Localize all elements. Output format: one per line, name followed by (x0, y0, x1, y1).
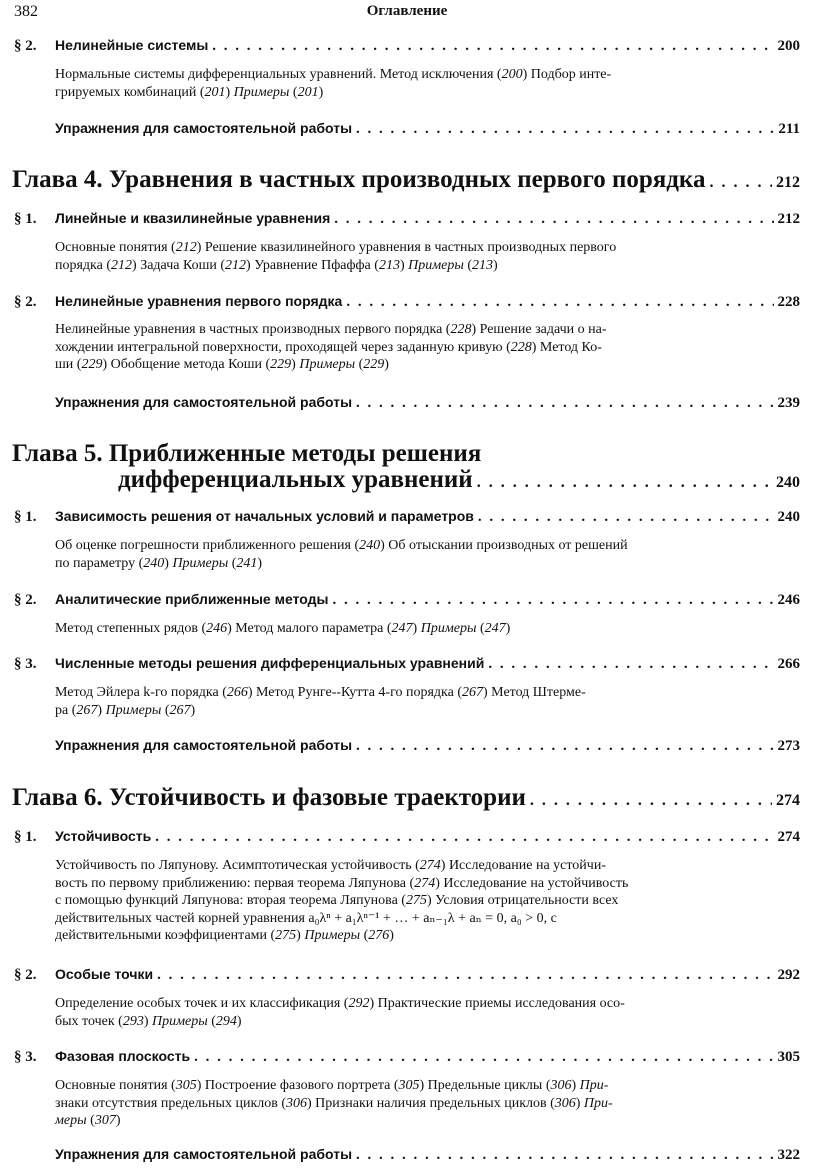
dot-leader (488, 656, 773, 673)
chapter-title-line1: Глава 5. Приближенные методы решения (12, 440, 482, 467)
dot-leader (194, 1049, 773, 1066)
toc-chapter-4[interactable] (12, 166, 800, 194)
section-page: 212 (777, 211, 800, 227)
description-line: Нормальные системы дифференциальных уравнений. Метод исключения (200) Подбор инте- (55, 67, 612, 82)
exercises-title: Упражнения для самостоятельной работы (55, 394, 353, 410)
chapter-page: 274 (776, 792, 800, 809)
dot-leader (477, 474, 772, 492)
section-number: § 1. (14, 829, 37, 845)
chapter-title: дифференциальных уравнений (118, 466, 473, 493)
section-number: § 2. (14, 592, 37, 608)
chapter-title: Глава 6. Устойчивость и фазовые траектории (12, 784, 526, 811)
description-line: знаки отсутствия предельных циклов (306) Признаки наличия предельных циклов (306) При- (55, 1095, 613, 1111)
description-line: Метод Эйлера k-го порядка (266) Метод Рунге--Кутта 4-го порядка (267) Метод Штерме- (55, 685, 586, 700)
exercises-page: 239 (777, 395, 800, 411)
section-description (55, 239, 746, 274)
section-page: 266 (777, 656, 800, 672)
section-page: 246 (777, 592, 800, 608)
section-description (55, 1077, 746, 1130)
description-line: действительных частей корней уравнения a₀λⁿ + a₁λⁿ⁻¹ + … + aₙ₋₁λ + aₙ = 0, a₀ > 0, с (55, 910, 557, 926)
section-title: Линейные и квазилинейные уравнения (55, 210, 331, 226)
exercises-page: 211 (778, 121, 800, 137)
toc-section-stability[interactable] (14, 828, 800, 846)
toc-section-singular-points[interactable] (14, 966, 800, 984)
toc-section-nonlinear-systems[interactable] (14, 37, 800, 55)
section-page: 240 (777, 509, 800, 525)
exercises-page: 322 (777, 1147, 800, 1163)
chapter-page: 212 (776, 174, 800, 191)
description-line: Устойчивость по Ляпунову. Асимптотическая устойчивость (274) Исследование на устойчи- (55, 858, 606, 873)
dot-leader (478, 509, 774, 526)
toc-section-numerical-methods[interactable] (14, 655, 800, 673)
toc-section-phase-plane[interactable] (14, 1048, 800, 1066)
toc-exercises[interactable] (55, 394, 800, 412)
section-description (55, 684, 746, 719)
section-page: 305 (777, 1049, 800, 1065)
section-page: 200 (777, 38, 800, 54)
description-line: хождении интегральной поверхности, проходящей через заданную кривую (228) Метод Ко- (55, 339, 602, 355)
section-description (55, 66, 746, 101)
dot-leader (334, 211, 773, 228)
toc-section-linear-quasilinear[interactable] (14, 210, 800, 228)
dot-leader (530, 792, 772, 810)
toc-exercises[interactable] (55, 737, 800, 755)
description-line: Основные понятия (305) Построение фазового портрета (305) Предельные циклы (306) При- (55, 1078, 609, 1093)
toc-section-analytic-methods[interactable] (14, 591, 800, 609)
toc-chapter-5[interactable] (118, 466, 800, 494)
dot-leader (346, 294, 773, 311)
section-number: § 1. (14, 509, 37, 525)
dot-leader (212, 38, 773, 55)
exercises-page: 273 (777, 738, 800, 754)
section-description (55, 857, 746, 945)
page-number: 382 (14, 3, 38, 20)
section-title: Фазовая плоскость (55, 1048, 191, 1064)
description-line: ши (229) Обобщение метода Коши (229) Примеры (229) (55, 357, 389, 372)
exercises-title: Упражнения для самостоятельной работы (55, 120, 353, 136)
dot-leader (356, 1147, 773, 1164)
chapter-title: Глава 4. Уравнения в частных производных первого порядка (12, 166, 706, 193)
dot-leader (157, 967, 773, 984)
toc-exercises[interactable] (55, 120, 800, 138)
dot-leader (332, 592, 773, 609)
section-description (55, 321, 746, 374)
section-title: Нелинейные системы (55, 37, 209, 53)
description-line: ра (267) Примеры (267) (55, 702, 196, 718)
section-title: Устойчивость (55, 828, 152, 844)
exercises-title: Упражнения для самостоятельной работы (55, 1146, 353, 1162)
description-line: действительными коэффициентами (275) Примеры (276) (55, 928, 394, 943)
description-line: Определение особых точек и их классификация (292) Практические приемы исследования осо- (55, 996, 625, 1011)
section-title: Аналитические приближенные методы (55, 591, 329, 607)
description-line: Нелинейные уравнения в частных производных первого порядка (228) Решение задачи о на- (55, 322, 607, 337)
running-header (14, 3, 800, 25)
section-page: 228 (777, 294, 800, 310)
section-number: § 2. (14, 38, 37, 54)
section-title: Зависимость решения от начальных условий и параметров (55, 508, 474, 524)
section-number: § 2. (14, 294, 37, 310)
dot-leader (356, 395, 773, 412)
description-line: Основные понятия (212) Решение квазилинейного уравнения в частных производных первого (55, 240, 617, 255)
description-line: вость по первому приближению: первая теорема Ляпунова (274) Исследование на устойчивость (55, 875, 629, 891)
description-line: бых точек (293) Примеры (294) (55, 1013, 242, 1029)
toc-section-nonlinear-first-order[interactable] (14, 293, 800, 311)
section-number: § 1. (14, 211, 37, 227)
section-number: § 2. (14, 967, 37, 983)
section-number: § 3. (14, 656, 37, 672)
description-line: по параметру (240) Примеры (241) (55, 555, 263, 571)
chapter-page: 240 (776, 474, 800, 491)
description-line: Об оценке погрешности приближенного решения (240) Об отыскании производных от решений (55, 538, 628, 553)
toc-exercises[interactable] (55, 1146, 800, 1164)
running-title: Оглавление (366, 3, 448, 19)
description-line: порядка (212) Задача Коши (212) Уравнение Пфаффа (213) Примеры (213) (55, 257, 498, 273)
description-line: с помощью функций Ляпунова: вторая теорема Ляпунова (275) Условия отрицательности всех (55, 893, 619, 908)
section-description (55, 620, 746, 638)
description-line: грируемых комбинаций (201) Примеры (201) (55, 84, 324, 100)
section-description (55, 995, 746, 1030)
section-title: Особые точки (55, 966, 154, 982)
dot-leader (356, 121, 774, 138)
description-line: меры (307) (55, 1113, 121, 1128)
dot-leader (709, 174, 772, 192)
section-page: 274 (777, 829, 800, 845)
section-title: Численные методы решения дифференциальных уравнений (55, 655, 485, 671)
exercises-title: Упражнения для самостоятельной работы (55, 737, 353, 753)
toc-chapter-6[interactable] (12, 784, 800, 812)
dot-leader (155, 829, 773, 846)
section-page: 292 (777, 967, 800, 983)
section-title: Нелинейные уравнения первого порядка (55, 293, 343, 309)
description-line: Метод степенных рядов (246) Метод малого параметра (247) Примеры (247) (55, 621, 511, 636)
section-description (55, 537, 746, 572)
section-number: § 3. (14, 1049, 37, 1065)
dot-leader (356, 738, 773, 755)
toc-section-dependence-on-conditions[interactable] (14, 508, 800, 526)
